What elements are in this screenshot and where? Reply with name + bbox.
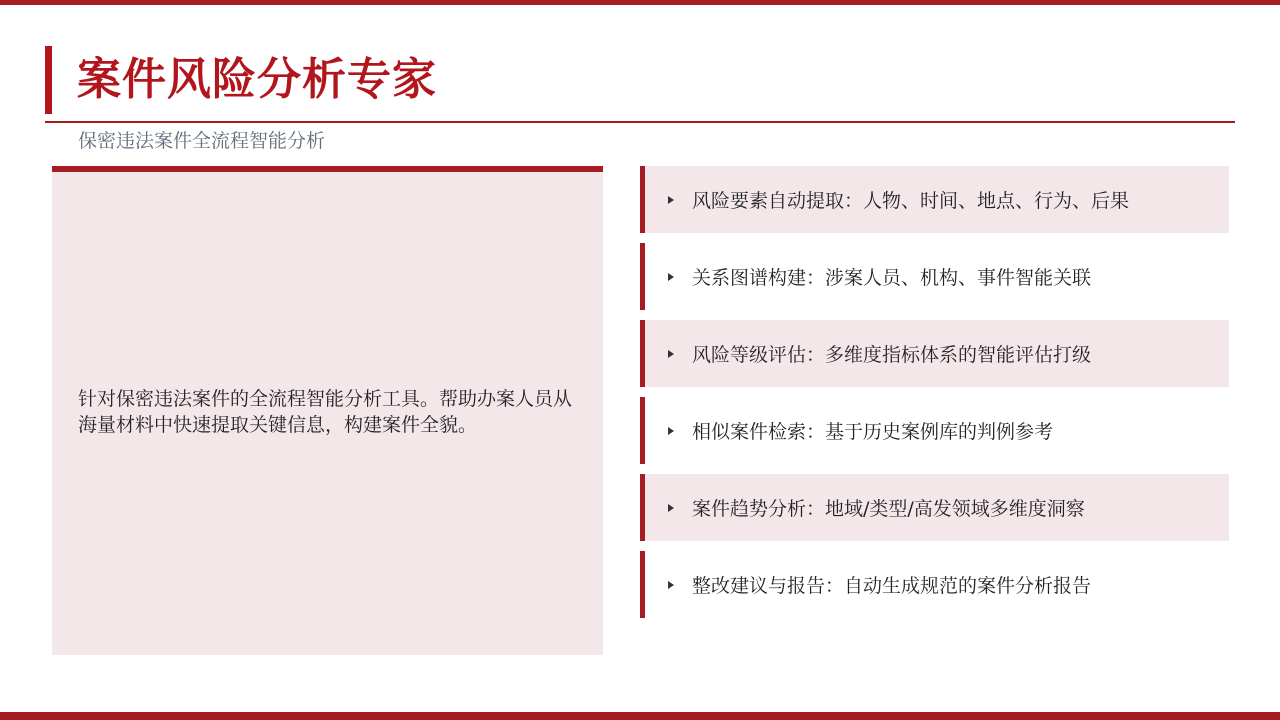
- feature-text: 风险要素自动提取：人物、时间、地点、行为、后果: [692, 190, 1130, 212]
- feature-item-relationship-graph: [640, 243, 1229, 310]
- page-subtitle: 保密违法案件全流程智能分析: [78, 130, 326, 152]
- feature-text: 相似案件检索：基于历史案例库的判例参考: [692, 421, 1054, 443]
- feature-item-risk-rating: [640, 320, 1229, 387]
- feature-text: 风险等级评估：多维度指标体系的智能评估打级: [692, 344, 1092, 366]
- feature-item-risk-extraction: [640, 166, 1229, 233]
- triangle-right-icon: [668, 504, 674, 512]
- feature-text: 案件趋势分析：地域/类型/高发领域多维度洞察: [692, 498, 1085, 520]
- triangle-right-icon: [668, 196, 674, 204]
- description-panel: [52, 166, 603, 655]
- triangle-right-icon: [668, 427, 674, 435]
- description-text: 针对保密违法案件的全流程智能分析工具。帮助办案人员从海量材料中快速提取关键信息，构建案件全貌。: [78, 388, 573, 436]
- triangle-right-icon: [668, 273, 674, 281]
- triangle-right-icon: [668, 350, 674, 358]
- title-accent-bar: [45, 46, 52, 114]
- bottom-accent-bar: [0, 712, 1280, 720]
- feature-text: 关系图谱构建：涉案人员、机构、事件智能关联: [692, 267, 1092, 289]
- feature-item-trend-analysis: [640, 474, 1229, 541]
- feature-text: 整改建议与报告：自动生成规范的案件分析报告: [692, 575, 1092, 597]
- feature-item-rectification-report: [640, 551, 1229, 618]
- title-divider: [45, 121, 1235, 123]
- feature-item-similar-case-search: [640, 397, 1229, 464]
- feature-list: [640, 166, 1229, 628]
- triangle-right-icon: [668, 581, 674, 589]
- page-title: 案件风险分析专家: [77, 54, 437, 105]
- top-accent-bar: [0, 0, 1280, 5]
